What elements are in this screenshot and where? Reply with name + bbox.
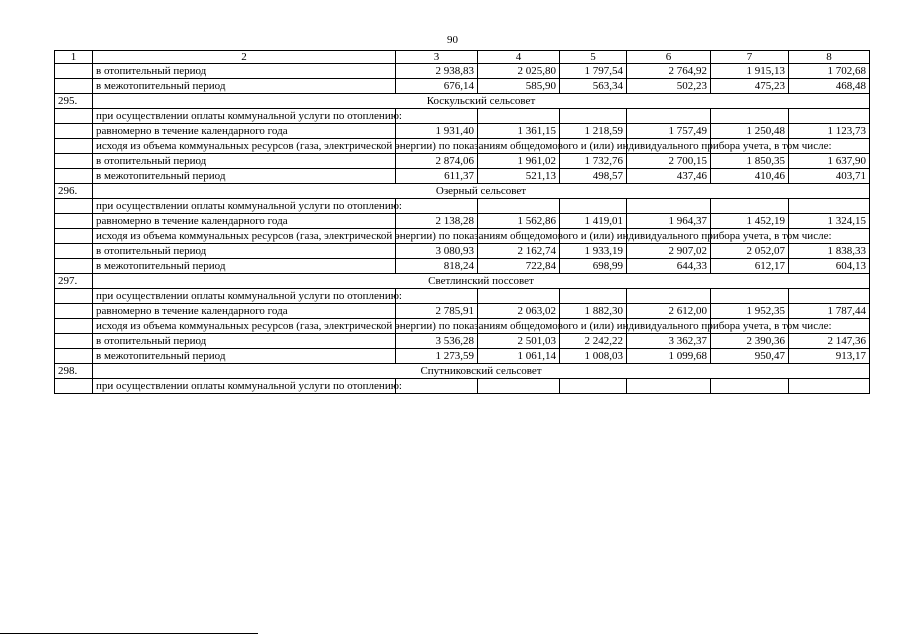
description-row xyxy=(55,109,870,124)
value-cell: 2 025,80 xyxy=(478,64,560,79)
value-cell: 2 700,15 xyxy=(627,154,711,169)
section-row xyxy=(55,364,870,379)
index-cell xyxy=(55,109,93,124)
index-cell xyxy=(55,319,93,334)
value-cell: 1 882,30 xyxy=(560,304,627,319)
value-cell: 1 915,13 xyxy=(711,64,789,79)
column-header: 5 xyxy=(560,51,627,64)
table-row xyxy=(55,304,870,319)
value-cell xyxy=(627,109,711,124)
value-cell: 3 362,37 xyxy=(627,334,711,349)
index-cell xyxy=(55,229,93,244)
row-label: при осуществлении оплаты коммунальной услуги по отоплению: xyxy=(93,289,396,304)
value-cell xyxy=(789,199,870,214)
value-cell: 1 797,54 xyxy=(560,64,627,79)
index-cell xyxy=(55,289,93,304)
table-row xyxy=(55,79,870,94)
column-header: 4 xyxy=(478,51,560,64)
value-cell: 2 138,28 xyxy=(396,214,478,229)
value-cell: 2 785,91 xyxy=(396,304,478,319)
value-cell xyxy=(478,379,560,394)
column-header: 8 xyxy=(789,51,870,64)
table-row xyxy=(55,154,870,169)
section-index: 296. xyxy=(55,184,93,199)
section-title: Спутниковский сельсовет xyxy=(93,364,870,379)
row-label: в межотопительный период xyxy=(93,349,396,364)
column-header: 2 xyxy=(93,51,396,64)
tariff-table xyxy=(54,50,870,394)
value-cell: 475,23 xyxy=(711,79,789,94)
table-row xyxy=(55,64,870,79)
index-cell xyxy=(55,259,93,274)
description-row xyxy=(55,229,870,244)
index-cell xyxy=(55,124,93,139)
index-cell xyxy=(55,244,93,259)
index-cell xyxy=(55,379,93,394)
value-cell: 612,17 xyxy=(711,259,789,274)
value-cell xyxy=(627,199,711,214)
section-title: Коскульский сельсовет xyxy=(93,94,870,109)
value-cell: 676,14 xyxy=(396,79,478,94)
value-cell: 1 933,19 xyxy=(560,244,627,259)
value-cell: 2 147,36 xyxy=(789,334,870,349)
value-cell: 698,99 xyxy=(560,259,627,274)
value-cell: 410,46 xyxy=(711,169,789,184)
index-cell xyxy=(55,304,93,319)
row-label: при осуществлении оплаты коммунальной услуги по отоплению: xyxy=(93,109,396,124)
footer-rule xyxy=(0,633,258,634)
index-cell xyxy=(55,349,93,364)
value-cell: 437,46 xyxy=(627,169,711,184)
value-cell: 563,34 xyxy=(560,79,627,94)
value-cell: 1 732,76 xyxy=(560,154,627,169)
index-cell xyxy=(55,214,93,229)
value-cell: 1 964,37 xyxy=(627,214,711,229)
section-index: 298. xyxy=(55,364,93,379)
value-cell: 1 123,73 xyxy=(789,124,870,139)
table-body xyxy=(55,64,870,394)
table-row xyxy=(55,334,870,349)
value-cell: 468,48 xyxy=(789,79,870,94)
table-row xyxy=(55,244,870,259)
section-row xyxy=(55,184,870,199)
value-cell xyxy=(396,109,478,124)
value-cell: 2 764,92 xyxy=(627,64,711,79)
description-row xyxy=(55,319,870,334)
section-title: Светлинский поссовет xyxy=(93,274,870,289)
value-cell xyxy=(627,289,711,304)
value-cell: 2 501,03 xyxy=(478,334,560,349)
description-row xyxy=(55,289,870,304)
row-label: в межотопительный период xyxy=(93,79,396,94)
row-label: равномерно в течение календарного года xyxy=(93,124,396,139)
index-cell xyxy=(55,79,93,94)
value-cell xyxy=(711,289,789,304)
value-cell: 1 850,35 xyxy=(711,154,789,169)
value-cell: 1 757,49 xyxy=(627,124,711,139)
row-label: в отопительный период xyxy=(93,64,396,79)
value-cell: 1 562,86 xyxy=(478,214,560,229)
row-label: равномерно в течение календарного года xyxy=(93,304,396,319)
table-row xyxy=(55,214,870,229)
value-cell xyxy=(560,289,627,304)
value-cell: 2 390,36 xyxy=(711,334,789,349)
table-row xyxy=(55,259,870,274)
value-cell: 502,23 xyxy=(627,79,711,94)
value-cell: 2 063,02 xyxy=(478,304,560,319)
section-row xyxy=(55,274,870,289)
value-cell: 521,13 xyxy=(478,169,560,184)
row-label: при осуществлении оплаты коммунальной услуги по отоплению: xyxy=(93,379,396,394)
column-header: 3 xyxy=(396,51,478,64)
value-cell: 2 052,07 xyxy=(711,244,789,259)
value-cell: 1 787,44 xyxy=(789,304,870,319)
column-header: 6 xyxy=(627,51,711,64)
value-cell: 2 162,74 xyxy=(478,244,560,259)
value-cell: 1 008,03 xyxy=(560,349,627,364)
value-cell xyxy=(478,289,560,304)
row-label: в межотопительный период xyxy=(93,259,396,274)
table-row xyxy=(55,169,870,184)
value-cell xyxy=(560,199,627,214)
value-cell: 611,37 xyxy=(396,169,478,184)
value-cell xyxy=(396,289,478,304)
value-cell xyxy=(478,109,560,124)
value-cell: 913,17 xyxy=(789,349,870,364)
value-cell: 1 637,90 xyxy=(789,154,870,169)
table-row xyxy=(55,124,870,139)
value-cell xyxy=(789,379,870,394)
value-cell: 722,84 xyxy=(478,259,560,274)
row-label: при осуществлении оплаты коммунальной услуги по отоплению: xyxy=(93,199,396,214)
index-cell xyxy=(55,199,93,214)
table-header-row xyxy=(55,51,870,64)
index-cell xyxy=(55,169,93,184)
section-index: 297. xyxy=(55,274,93,289)
value-cell: 1 273,59 xyxy=(396,349,478,364)
row-label: в отопительный период xyxy=(93,154,396,169)
index-cell xyxy=(55,334,93,349)
value-cell: 1 218,59 xyxy=(560,124,627,139)
value-cell xyxy=(789,109,870,124)
value-cell: 1 702,68 xyxy=(789,64,870,79)
value-cell xyxy=(711,199,789,214)
table-row xyxy=(55,349,870,364)
index-cell xyxy=(55,64,93,79)
value-cell: 2 938,83 xyxy=(396,64,478,79)
page-number: 90 xyxy=(447,34,458,46)
column-header: 1 xyxy=(55,51,93,64)
value-cell: 1 952,35 xyxy=(711,304,789,319)
value-cell: 403,71 xyxy=(789,169,870,184)
row-label: исходя из объема коммунальных ресурсов (газа, электрической энергии) по показаниям общедомового и (или) индивидуального прибора учета, в том числе: xyxy=(93,139,396,154)
value-cell: 1 931,40 xyxy=(396,124,478,139)
value-cell: 1 361,15 xyxy=(478,124,560,139)
value-cell: 1 324,15 xyxy=(789,214,870,229)
value-cell: 1 099,68 xyxy=(627,349,711,364)
value-cell xyxy=(627,379,711,394)
section-index: 295. xyxy=(55,94,93,109)
value-cell xyxy=(560,379,627,394)
row-label: исходя из объема коммунальных ресурсов (газа, электрической энергии) по показаниям общедомового и (или) индивидуального прибора учета, в том числе: xyxy=(93,229,396,244)
section-title: Озерный сельсовет xyxy=(93,184,870,199)
value-cell: 2 907,02 xyxy=(627,244,711,259)
value-cell: 1 452,19 xyxy=(711,214,789,229)
section-row xyxy=(55,94,870,109)
value-cell xyxy=(396,379,478,394)
value-cell: 604,13 xyxy=(789,259,870,274)
row-label: в отопительный период xyxy=(93,334,396,349)
row-label: в межотопительный период xyxy=(93,169,396,184)
value-cell: 644,33 xyxy=(627,259,711,274)
row-label: в отопительный период xyxy=(93,244,396,259)
value-cell: 3 080,93 xyxy=(396,244,478,259)
value-cell: 2 242,22 xyxy=(560,334,627,349)
value-cell: 498,57 xyxy=(560,169,627,184)
value-cell: 818,24 xyxy=(396,259,478,274)
value-cell: 1 250,48 xyxy=(711,124,789,139)
row-label: равномерно в течение календарного года xyxy=(93,214,396,229)
value-cell: 1 419,01 xyxy=(560,214,627,229)
value-cell: 950,47 xyxy=(711,349,789,364)
index-cell xyxy=(55,139,93,154)
value-cell xyxy=(711,379,789,394)
description-row xyxy=(55,139,870,154)
value-cell xyxy=(711,109,789,124)
value-cell xyxy=(560,109,627,124)
index-cell xyxy=(55,154,93,169)
value-cell: 585,90 xyxy=(478,79,560,94)
value-cell: 1 961,02 xyxy=(478,154,560,169)
value-cell: 1 838,33 xyxy=(789,244,870,259)
value-cell xyxy=(396,199,478,214)
value-cell: 1 061,14 xyxy=(478,349,560,364)
value-cell: 2 874,06 xyxy=(396,154,478,169)
value-cell: 3 536,28 xyxy=(396,334,478,349)
description-row xyxy=(55,379,870,394)
row-label: исходя из объема коммунальных ресурсов (газа, электрической энергии) по показаниям общедомового и (или) индивидуального прибора учета, в том числе: xyxy=(93,319,396,334)
value-cell xyxy=(478,199,560,214)
value-cell xyxy=(789,289,870,304)
value-cell: 2 612,00 xyxy=(627,304,711,319)
description-row xyxy=(55,199,870,214)
column-header: 7 xyxy=(711,51,789,64)
